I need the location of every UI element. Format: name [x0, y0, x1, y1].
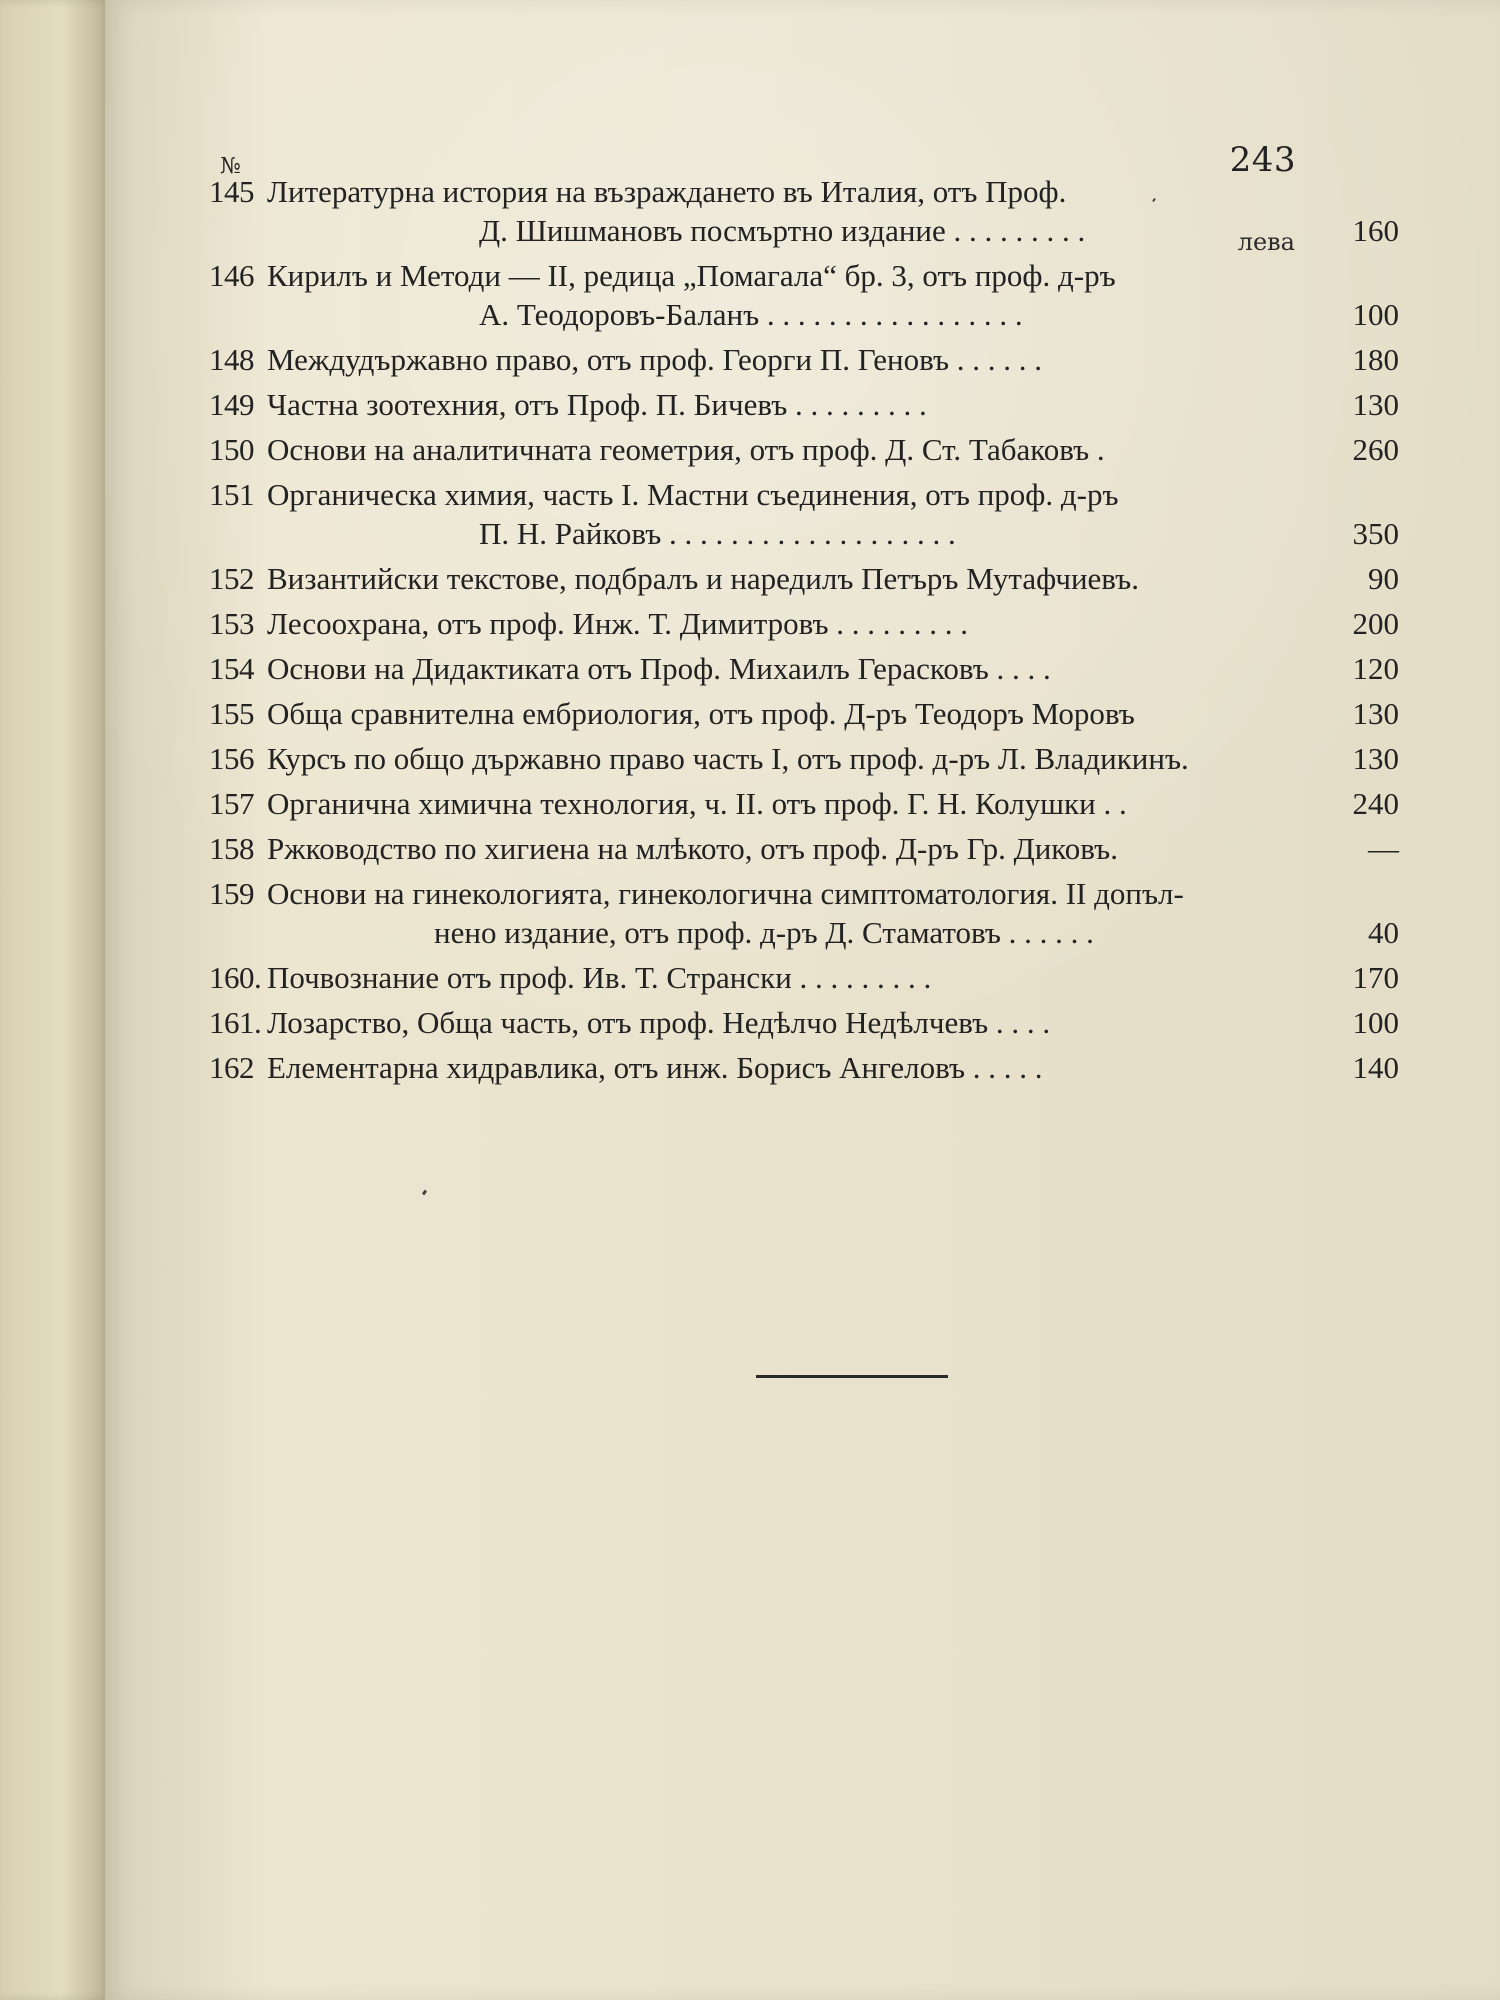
entry-line [209, 1048, 1399, 1087]
entry-number: 152 [209, 561, 254, 596]
entry-line [209, 475, 1399, 514]
entry-number: 153 [209, 606, 254, 641]
list-item [209, 1048, 1399, 1087]
entry-continuation: нено издание, отъ проф. д-ръ Д. Стаматовъ . . . . . . [434, 915, 1094, 950]
entry-price: 140 [1352, 1050, 1399, 1085]
page-number: 243 [1229, 140, 1296, 180]
entry-price: 170 [1352, 960, 1399, 995]
book-spine [0, 0, 112, 2000]
number-sign: № [220, 154, 241, 179]
entry-price: 120 [1352, 651, 1399, 686]
entry-price: 260 [1352, 432, 1399, 467]
entry-line [209, 739, 1399, 778]
entry-line [209, 784, 1399, 823]
entry-text: Органическа химия, часть I. Мастни съединения, отъ проф. д-ръ [267, 477, 1119, 512]
entry-line [209, 172, 1399, 211]
list-item [209, 559, 1399, 598]
list-item [209, 784, 1399, 823]
entry-line [209, 256, 1399, 295]
entry-line [209, 829, 1399, 868]
list-item [209, 385, 1399, 424]
entry-text: Частна зоотехния, отъ Проф. П. Бичевъ . . . . . . . . . [267, 387, 927, 422]
entry-price: 100 [1352, 297, 1399, 332]
entry-number: 145 [209, 174, 254, 209]
entry-line [209, 694, 1399, 733]
entry-line [209, 604, 1399, 643]
entry-number: 160. [209, 960, 262, 995]
entry-price-dash: — [1368, 831, 1399, 866]
entry-price: 90 [1368, 561, 1399, 596]
entry-price: 100 [1352, 1005, 1399, 1040]
entry-line [209, 874, 1399, 913]
book-page [105, 0, 1500, 2000]
entry-text: Византийски текстове, подбралъ и наредилъ Петъръ Мутафчиевъ. [267, 561, 1139, 596]
entry-price: 180 [1352, 342, 1399, 377]
list-item [209, 649, 1399, 688]
entry-price: 40 [1368, 915, 1399, 950]
entry-number: 154 [209, 651, 254, 686]
list-item [209, 604, 1399, 643]
entry-line [209, 430, 1399, 469]
entry-continuation: А. Теодоровъ-Баланъ . . . . . . . . . . . . . . . . . [479, 297, 1023, 332]
entry-price: 240 [1352, 786, 1399, 821]
entry-text: Лесоохрана, отъ проф. Инж. Т. Димитровъ . . . . . . . . . [267, 606, 969, 641]
entry-text: Литературна история на възраждането въ Италия, отъ Проф. [267, 174, 1067, 209]
entry-line [209, 649, 1399, 688]
entry-number: 149 [209, 387, 254, 422]
entry-number: 157 [209, 786, 254, 821]
entry-line [209, 340, 1399, 379]
list-item [209, 475, 1399, 553]
entry-text: Основи на гинекологията, гинекологична симптоматология. II допъл- [267, 876, 1184, 911]
list-item [209, 340, 1399, 379]
entry-text: Органична химична технология, ч. II. отъ проф. Г. Н. Колушки . . [267, 786, 1127, 821]
entry-text: Основи на аналитичната геометрия, отъ проф. Д. Ст. Табаковъ . [267, 432, 1105, 467]
list-item [209, 1003, 1399, 1042]
entry-continuation: Д. Шишмановъ посмъртно издание . . . . . . . . . [479, 213, 1086, 248]
entry-number: 156 [209, 741, 254, 776]
entry-text: Обща сравнителна ембриология, отъ проф. Д-ръ Теодоръ Моровъ [267, 696, 1135, 731]
entry-line [209, 295, 1399, 334]
entry-number: 161. [209, 1005, 262, 1040]
entry-price: 350 [1352, 516, 1399, 551]
entry-number: 151 [209, 477, 254, 512]
entry-number: 159 [209, 876, 254, 911]
list-item [209, 256, 1399, 334]
entry-text: Основи на Дидактиката отъ Проф. Михаилъ Герасковъ . . . . [267, 651, 1051, 686]
entry-text: Курсъ по общо държавно право часть I, отъ проф. д-ръ Л. Владикинъ. [267, 741, 1189, 776]
list-item [209, 694, 1399, 733]
entry-line [209, 958, 1399, 997]
entry-line [209, 913, 1399, 952]
entry-number: 158 [209, 831, 254, 866]
entry-continuation: П. Н. Райковъ . . . . . . . . . . . . . . . . . . . [479, 516, 956, 551]
entry-price: 130 [1352, 387, 1399, 422]
entry-number: 150 [209, 432, 254, 467]
entry-line [209, 559, 1399, 598]
list-item [209, 829, 1399, 868]
paper-mark [422, 1190, 427, 1196]
entry-line [209, 514, 1399, 553]
entry-price: 130 [1352, 741, 1399, 776]
entry-line [209, 1003, 1399, 1042]
entry-text: Елементарна хидравлика, отъ инж. Борисъ Ангеловъ . . . . . [267, 1050, 1043, 1085]
entry-price: 200 [1352, 606, 1399, 641]
closing-rule [756, 1375, 948, 1378]
list-item [209, 739, 1399, 778]
entry-number: 148 [209, 342, 254, 377]
entry-number: 146 [209, 258, 254, 293]
entry-number: 162 [209, 1050, 254, 1085]
entry-line [209, 385, 1399, 424]
list-item [209, 172, 1399, 250]
entry-price: 160 [1352, 213, 1399, 248]
price-list [209, 172, 1399, 1093]
entry-text: Ржководство по хигиена на млѣкото, отъ проф. Д-ръ Гр. Диковъ. [267, 831, 1118, 866]
list-item [209, 430, 1399, 469]
entry-price: 130 [1352, 696, 1399, 731]
currency-label: лева [1237, 228, 1295, 256]
entry-text: Междудържавно право, отъ проф. Георги П. Геновъ . . . . . . [267, 342, 1043, 377]
entry-text: Почвознание отъ проф. Ив. Т. Странски . . . . . . . . . [267, 960, 932, 995]
entry-line [209, 211, 1399, 250]
entry-text: Кирилъ и Методи — II, редица „Помагала“ бр. 3, отъ проф. д-ръ [267, 258, 1116, 293]
list-item [209, 874, 1399, 952]
entry-text: Лозарство, Обща часть, отъ проф. Недѣлчо Недѣлчевъ . . . . [267, 1005, 1051, 1040]
list-item [209, 958, 1399, 997]
entry-number: 155 [209, 696, 254, 731]
